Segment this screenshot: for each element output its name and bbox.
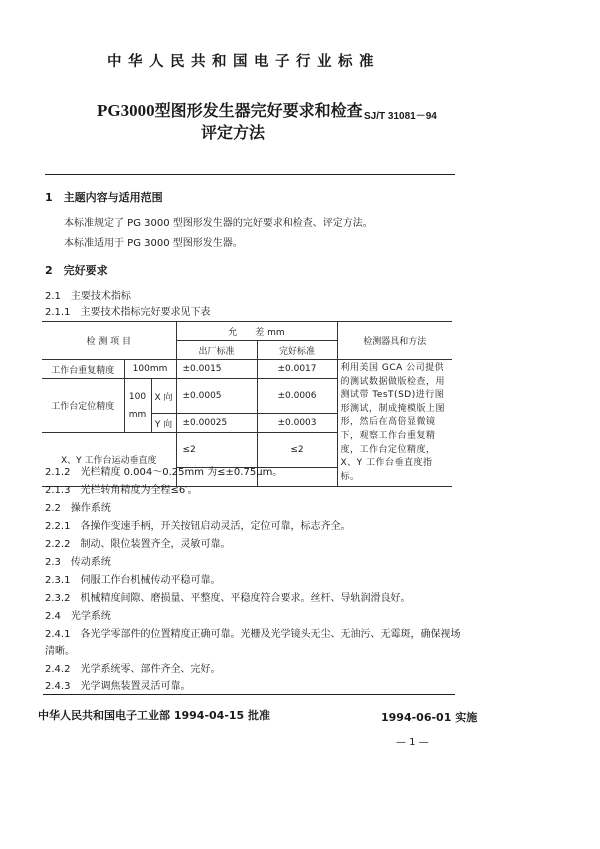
spec-number: 100 [128,391,147,402]
section-1-paragraph: 本标准适用于 PG 3000 型图形发生器。 [64,238,243,249]
clause-2-4-1: 2.4.1 各光学零部件的位置精度正确可靠。光栅及光学镜头无尘、无油污、无霉斑，确保视场 [45,629,461,640]
header-tolerance: 允 差 mm [176,322,337,341]
title-line-1: 型图形发生器完好要求和检查 [154,101,363,120]
standard-code: SJ/T 31081－94 [364,111,437,122]
section-1-paragraph: 本标准规定了 PG 3000 型图形发生器的完好要求和检查、评定方法。 [64,218,373,229]
clause-2-2-1: 2.2.1 各操作变速手柄，开关按钮启动灵活，定位可靠，标志齐全。 [45,521,351,532]
row-factory-value: ≤2 [176,433,257,468]
clause-2-3: 2.3 传动系统 [45,557,111,568]
table-row [42,360,452,379]
section-2-heading: 2 完好要求 [45,264,108,277]
spec-unit: mm [128,409,147,420]
clause-2-1-3: 2.1.3 光栏转角精度为全程≤6′。 [45,485,198,496]
clause-2-4-3: 2.4.3 光学调焦装置灵活可靠。 [45,681,191,692]
page-number: — 1 — [396,737,429,748]
clause-2-1-1: 2.1.1 主要技术指标完好要求见下表 [45,307,211,318]
row-spec [124,379,151,433]
row-intact-value: ≤2 [257,433,337,468]
clause-2-3-2: 2.3.2 机械精度间隙、磨损量、平整度、平稳度符合要求。丝杆、导轨润滑良好。 [45,593,411,604]
row-factory-value: ±0.0005 [176,379,257,414]
row-item: 工作台定位精度 [42,379,124,433]
methods-description: 利用美国 GCA 公司提供的测试数据做版检查，用测试带 TesT(SD)进行图形测试，制成掩模版上图形，然后在高倍显微镜下，观察工作台重复精度，工作台定位精度，X、Y 工作台垂直度指标。 [337,360,452,487]
title-model: PG3000 [97,101,155,120]
row-factory-value: ±0.0015 [176,360,257,379]
header-factory-standard: 出厂标准 [176,341,257,360]
document-title [97,98,363,121]
header-methods: 检测器具和方法 [337,322,452,360]
row-intact-value: ±0.0003 [257,414,337,433]
clause-2-2: 2.2 操作系统 [45,503,111,514]
header-rule [45,174,455,175]
issuing-organization: 中华人民共和国电子行业标准 [107,54,380,70]
row-spec: 100mm [124,360,176,379]
row-axis: Y 向 [151,414,176,433]
row-item: X、Y 工作台运动垂直度 [42,433,176,487]
clause-2-1: 2.1 主要技术指标 [45,291,131,302]
effective-date: 1994-06-01 实施 [381,711,478,724]
clause-2-4: 2.4 光学系统 [45,611,111,622]
header-item: 检 测 项 目 [42,322,176,360]
clause-2-4-1-continued: 清晰。 [45,646,75,657]
section-1-heading: 1 主题内容与适用范围 [45,191,163,204]
footer-rule [43,694,455,695]
row-intact-value: ±0.0006 [257,379,337,414]
clause-2-4-2: 2.4.2 光学系统零、部件齐全、完好。 [45,664,221,675]
clause-2-2-2: 2.2.2 制动、限位装置齐全，灵敏可靠。 [45,539,231,550]
title-line-2: 评定方法 [201,123,266,142]
approval-line: 中华人民共和国电子工业部 1994-04-15 批准 [38,709,271,722]
row-axis: X 向 [151,379,176,414]
clause-2-1-2: 2.1.2 光栏精度 0.004～0.25mm 为≤±0.75μm。 [45,467,283,478]
row-factory-value: ±0.00025 [176,414,257,433]
row-item: 工作台重复精度 [42,360,124,379]
header-intact-standard: 完好标准 [257,341,337,360]
row-intact-value: ±0.0017 [257,360,337,379]
clause-2-3-1: 2.3.1 伺服工作台机械传动平稳可靠。 [45,575,221,586]
